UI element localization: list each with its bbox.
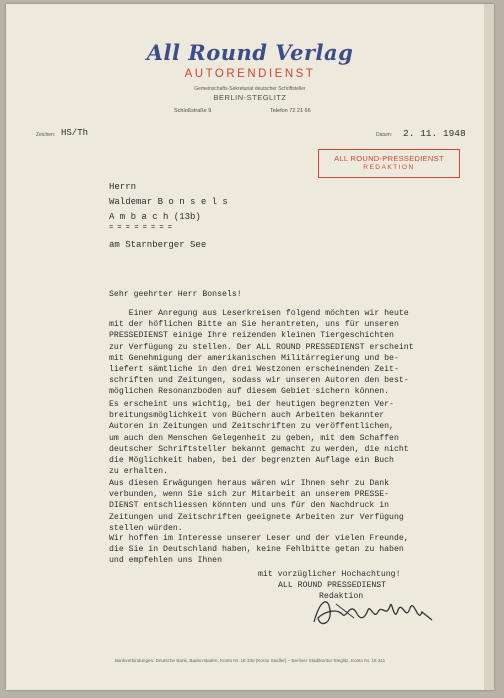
datum-label: Datum: (376, 132, 393, 138)
zeichen-label: Zeichen: (36, 132, 56, 138)
recipient-line-2: Waldemar B o n s e l s (109, 197, 228, 207)
stamp-line-2: REDAKTION (363, 164, 415, 171)
closing-greeting: mit vorzüglicher Hochachtung! (258, 570, 401, 579)
bank-details-footer: Bankverbindungen: Deutsche Bank, Baden-Baden, Konto Nr. 16 330 (Konto Seidler) – Berliner Stadtkontor Steglitz, Konto Nr. 15 311 (114, 658, 386, 663)
street-address: Schloßstraße 9 (174, 108, 212, 114)
recipient-line-1: Herrn (109, 182, 137, 192)
paragraph-3: Aus diesen Erwägungen heraus wären wir Ihnen sehr zu Dank verbunden, wenn Sie sich zur Mitarbeit an unserem PRESSE- DIENST entschliessen könnten und uns für den Nachdruck in Zeitungen und Zeitschriften geeignete Arbeiten zur Verfügung stellen würden. (109, 479, 404, 533)
paper-edge (484, 4, 494, 690)
recipient-line-3: A m b a c h (13b) (109, 212, 201, 222)
paragraph-4: Wir hoffen im Interesse unserer Leser und der vielen Freunde, die Sie in Deutschland haben, keine Fehlbitte getan zu haben und empfehlen uns Ihnen (109, 534, 409, 566)
company-logo: All Round Verlag (146, 40, 354, 65)
datum-value: 2. 11. 1948 (403, 128, 466, 139)
salutation: Sehr geehrter Herr Bonsels! (109, 290, 242, 299)
closing-dept: Redaktion (319, 592, 364, 601)
paragraph-2: Es erscheint uns wichtig, bei der heutigen begrenzten Ver- breitungsmöglichkeit von Büchern auch Arbeiten bekannter Autoren in Zeitungen und Zeitschriften zu veröffentlichen, um auch den Menschen Gelegenheit zu geben, mit dem Schaffen deutscher Schriftsteller bekannt gemacht zu werden, die nicht die Möglichkeit haben, bei der begrenzten Auflage ein Buch zu erhalten. (109, 400, 409, 477)
signature-image (306, 590, 446, 632)
zeichen-value: HS/Th (61, 128, 89, 138)
city-line: BERLIN-STEGLITZ (213, 93, 287, 102)
paragraph-1: Einer Anregung aus Leserkreisen folgend möchten wir heute mit der höflichen Bitte an Sie herantreten, uns für unseren PRESSEDIENST einige Ihre reizenden kleinen Tiergeschichten zur Verfügung zu stellen. Der ALL ROUND PRESSEDIENST erscheint mit Genehmigung der amerikanischen Militärregierung und be- liefert sämtliche in den drei Westzonen erscheinenden Zeit- schriften und Zeitungen, sodass wir unseren Autoren den best- möglichen Resonanzboden auf diesem Gebiet sichern können. (109, 309, 414, 397)
tagline: Gemeinschafts-Sekretariat deutscher Schriftsteller (194, 86, 306, 92)
phone-number: Telefon 72 21 66 (270, 108, 311, 114)
division-title: AUTORENDIENST (184, 68, 316, 80)
letter-page (6, 4, 494, 690)
recipient-underline: = = = = = = = = (109, 224, 173, 232)
stamp-line-1: ALL ROUND-PRESSEDIENST (334, 154, 444, 163)
closing-org: ALL ROUND PRESSEDIENST (278, 581, 387, 590)
pressedienst-stamp (318, 149, 460, 178)
recipient-line-5: am Starnberger See (109, 240, 207, 250)
